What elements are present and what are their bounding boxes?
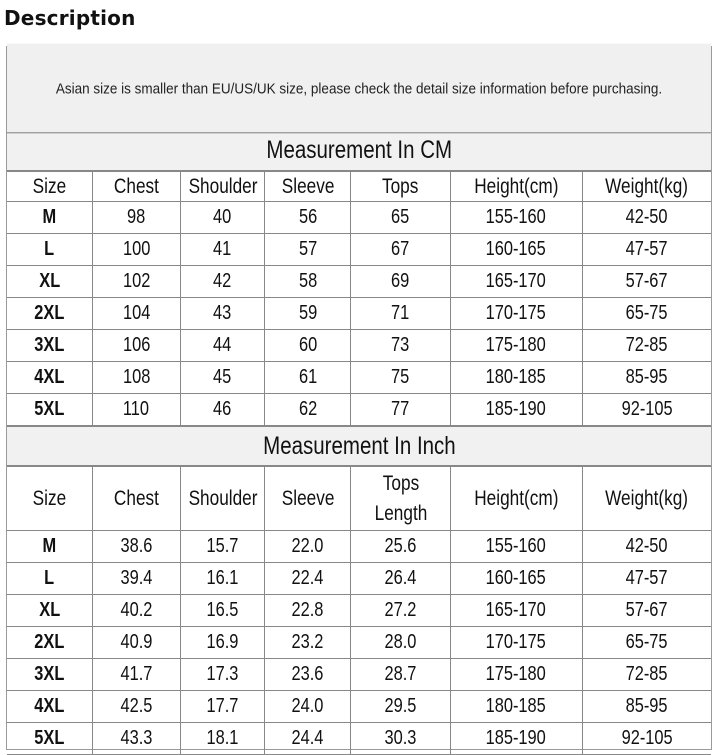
cell-value: 72-85 — [625, 334, 668, 356]
measurement-cell — [265, 659, 351, 691]
measurement-cell — [92, 266, 180, 298]
cell-value: 175-180 — [486, 334, 547, 356]
cell-value: 180-185 — [486, 695, 547, 717]
column-header-label: Sleeve — [281, 486, 335, 510]
measurement-cell — [582, 659, 711, 691]
measurement-cell — [351, 595, 450, 627]
cell-value: 170-175 — [486, 302, 547, 324]
measurement-cell — [582, 691, 711, 723]
measurement-cell — [265, 298, 351, 330]
size-label-cell — [7, 234, 92, 266]
size-label-cell — [7, 298, 92, 330]
column-header — [265, 172, 351, 202]
measurement-cell — [450, 362, 582, 394]
cell-value: 3XL — [34, 334, 65, 356]
measurement-cell — [92, 531, 180, 563]
column-header-label: Chest — [113, 174, 159, 198]
cell-value: 65 — [391, 206, 410, 228]
measurement-cell — [180, 595, 264, 627]
cell-value: 92-105 — [621, 727, 673, 749]
cell-value: 46 — [213, 398, 232, 420]
measurement-cell — [351, 394, 450, 426]
cell-value: 185-190 — [486, 398, 547, 420]
cell-value: XL — [38, 270, 60, 292]
measurement-cell — [582, 202, 711, 234]
cell-value: 3XL — [34, 663, 65, 685]
cell-value: 47-57 — [625, 567, 668, 589]
cell-value: 57 — [298, 238, 317, 260]
cell-value: 57-67 — [625, 270, 668, 292]
size-label-cell — [7, 659, 92, 691]
cell-value: 42-50 — [625, 535, 668, 557]
measurement-cell — [450, 691, 582, 723]
measurement-cell — [351, 298, 450, 330]
column-header-label: Size — [32, 486, 67, 510]
column-header — [582, 172, 711, 202]
measurement-cell — [180, 202, 264, 234]
measurement-cell — [265, 362, 351, 394]
cell-value: 47-57 — [625, 238, 668, 260]
cell-value: 44 — [213, 334, 232, 356]
cell-value: 85-95 — [625, 695, 668, 717]
measurement-cell — [180, 362, 264, 394]
cell-value: 45 — [213, 366, 232, 388]
measurement-cell — [265, 202, 351, 234]
cell-value: 61 — [298, 366, 317, 388]
measurement-cell — [351, 563, 450, 595]
cell-value: 42-50 — [625, 206, 668, 228]
cell-value: 4XL — [34, 366, 65, 388]
table-row — [7, 394, 711, 426]
cell-value: 40 — [213, 206, 232, 228]
measurement-cell — [265, 394, 351, 426]
cell-value: M — [42, 535, 57, 557]
cell-value: 5XL — [34, 727, 65, 749]
measurement-cell — [582, 362, 711, 394]
cell-value: 42 — [213, 270, 232, 292]
cell-value: 17.3 — [206, 663, 239, 685]
cell-value: 43.3 — [120, 727, 153, 749]
cell-value: 180-185 — [486, 366, 547, 388]
cell-value: 42.5 — [120, 695, 153, 717]
column-header — [450, 467, 582, 531]
measurement-cell — [180, 531, 264, 563]
measurement-cell — [582, 298, 711, 330]
column-header — [450, 172, 582, 202]
inch-size-table — [7, 466, 711, 755]
measurement-cell — [180, 298, 264, 330]
measurement-cell — [450, 595, 582, 627]
cell-value: L — [44, 238, 55, 260]
measurement-cell — [582, 723, 711, 755]
cell-value: 165-170 — [486, 270, 547, 292]
measurement-cell — [582, 330, 711, 362]
size-label-cell — [7, 627, 92, 659]
cell-value: 102 — [122, 270, 151, 292]
column-header-label: Sleeve — [281, 174, 335, 198]
cell-value: 160-165 — [486, 238, 547, 260]
cm-section-title — [7, 130, 711, 171]
cell-value: XL — [38, 599, 60, 621]
cell-value: 24.4 — [291, 727, 324, 749]
cell-value: 69 — [391, 270, 410, 292]
cell-value: 60 — [298, 334, 317, 356]
cell-value: 28.7 — [384, 663, 417, 685]
measurement-cell — [265, 563, 351, 595]
size-label-cell — [7, 266, 92, 298]
cell-value: 65-75 — [625, 302, 668, 324]
column-header-label: Tops Length — [374, 471, 427, 525]
cell-value: 155-160 — [486, 535, 547, 557]
table-row — [7, 298, 711, 330]
column-header — [180, 467, 264, 531]
inch-section-title — [7, 426, 711, 466]
measurement-cell — [351, 659, 450, 691]
cell-value: 98 — [127, 206, 146, 228]
size-label-cell — [7, 691, 92, 723]
cell-value: 155-160 — [486, 206, 547, 228]
cell-value: 16.9 — [206, 631, 239, 653]
column-header-label: Size — [32, 174, 67, 198]
measurement-cell — [180, 627, 264, 659]
cell-value: 43 — [213, 302, 232, 324]
cm-title-text: Measurement In CM — [266, 135, 452, 164]
cell-value: 104 — [122, 302, 151, 324]
cell-value: 27.2 — [384, 599, 417, 621]
measurement-cell — [450, 394, 582, 426]
column-header — [92, 467, 180, 531]
cell-value: 108 — [122, 366, 151, 388]
measurement-cell — [265, 266, 351, 298]
cell-value: 15.7 — [206, 535, 239, 557]
cell-value: 59 — [298, 302, 317, 324]
measurement-cell — [450, 627, 582, 659]
measurement-cell — [450, 659, 582, 691]
cell-value: 85-95 — [625, 366, 668, 388]
table-row — [7, 266, 711, 298]
cell-value: 41.7 — [120, 663, 153, 685]
table-row — [7, 563, 711, 595]
cell-value: 106 — [122, 334, 151, 356]
cell-value: 23.6 — [291, 663, 324, 685]
column-header-label: Weight(kg) — [605, 174, 689, 198]
size-notice: Asian size is smaller than EU/US/UK size, please check the detail size information before purchasing. — [7, 44, 711, 134]
cell-value: 165-170 — [486, 599, 547, 621]
measurement-cell — [450, 531, 582, 563]
cm_table-header-row — [7, 172, 711, 202]
column-header-label: Height(cm) — [474, 486, 559, 510]
cell-value: 185-190 — [486, 727, 547, 749]
column-header-label: Tops — [382, 174, 419, 198]
cell-value: 40.9 — [120, 631, 153, 653]
measurement-cell — [92, 362, 180, 394]
cell-value: 65-75 — [625, 631, 668, 653]
measurement-cell — [450, 202, 582, 234]
table-row — [7, 659, 711, 691]
size-label-cell — [7, 330, 92, 362]
cell-value: 16.1 — [206, 567, 239, 589]
size-label-cell — [7, 394, 92, 426]
cell-value: 29.5 — [384, 695, 417, 717]
column-header-label: Shoulder — [188, 486, 258, 510]
cell-value: 26.4 — [384, 567, 417, 589]
measurement-cell — [351, 266, 450, 298]
page-heading: Description — [4, 6, 136, 30]
cell-value: 38.6 — [120, 535, 153, 557]
measurement-cell — [582, 394, 711, 426]
measurement-cell — [265, 595, 351, 627]
cell-value: 4XL — [34, 695, 65, 717]
table-row — [7, 234, 711, 266]
measurement-cell — [582, 234, 711, 266]
measurement-cell — [450, 298, 582, 330]
cell-value: 77 — [391, 398, 410, 420]
measurement-cell — [180, 330, 264, 362]
cell-value: 75 — [391, 366, 410, 388]
size-label-cell — [7, 723, 92, 755]
cell-value: 25.6 — [384, 535, 417, 557]
measurement-cell — [92, 659, 180, 691]
measurement-cell — [92, 563, 180, 595]
measurement-cell — [351, 362, 450, 394]
column-header — [351, 172, 450, 202]
cell-value: 73 — [391, 334, 410, 356]
column-header — [7, 172, 92, 202]
measurement-cell — [351, 691, 450, 723]
measurement-cell — [351, 234, 450, 266]
table-row — [7, 362, 711, 394]
cell-value: 58 — [298, 270, 317, 292]
measurement-cell — [265, 330, 351, 362]
measurement-cell — [92, 234, 180, 266]
cell-value: L — [44, 567, 55, 589]
column-header-label: Shoulder — [188, 174, 258, 198]
cell-value: 5XL — [34, 398, 65, 420]
column-header-label: Weight(kg) — [605, 486, 689, 510]
measurement-cell — [180, 266, 264, 298]
measurement-cell — [450, 563, 582, 595]
measurement-cell — [180, 691, 264, 723]
measurement-cell — [180, 723, 264, 755]
table-row — [7, 202, 711, 234]
column-header — [7, 467, 92, 531]
measurement-cell — [92, 330, 180, 362]
cell-value: 22.8 — [291, 599, 324, 621]
measurement-cell — [92, 691, 180, 723]
cell-value: 160-165 — [486, 567, 547, 589]
measurement-cell — [180, 659, 264, 691]
cell-value: 18.1 — [206, 727, 239, 749]
measurement-cell — [582, 627, 711, 659]
size-label-cell — [7, 202, 92, 234]
table-row — [7, 595, 711, 627]
cell-value: 2XL — [34, 302, 65, 324]
column-header — [351, 467, 450, 531]
measurement-cell — [265, 234, 351, 266]
cell-value: 16.5 — [206, 599, 239, 621]
cell-value: 28.0 — [384, 631, 417, 653]
size-label-cell — [7, 362, 92, 394]
table-row — [7, 627, 711, 659]
measurement-cell — [450, 266, 582, 298]
measurement-cell — [582, 563, 711, 595]
table-row — [7, 723, 711, 755]
measurement-cell — [180, 563, 264, 595]
cell-value: M — [42, 206, 57, 228]
table-row — [7, 531, 711, 563]
column-header — [92, 172, 180, 202]
cell-value: 56 — [298, 206, 317, 228]
size-label-cell — [7, 563, 92, 595]
cell-value: 30.3 — [384, 727, 417, 749]
cell-value: 17.7 — [206, 695, 239, 717]
size-chart — [6, 46, 712, 750]
table-row — [7, 691, 711, 723]
measurement-cell — [92, 723, 180, 755]
measurement-cell — [265, 691, 351, 723]
measurement-cell — [450, 234, 582, 266]
cell-value: 72-85 — [625, 663, 668, 685]
measurement-cell — [582, 531, 711, 563]
size-label-cell — [7, 531, 92, 563]
column-header-label: Height(cm) — [474, 174, 559, 198]
cell-value: 67 — [391, 238, 410, 260]
cell-value: 41 — [213, 238, 232, 260]
cell-value: 92-105 — [621, 398, 673, 420]
measurement-cell — [180, 394, 264, 426]
measurement-cell — [92, 595, 180, 627]
cell-value: 110 — [123, 398, 150, 420]
measurement-cell — [265, 531, 351, 563]
measurement-cell — [582, 595, 711, 627]
cell-value: 2XL — [34, 631, 65, 653]
measurement-cell — [582, 266, 711, 298]
cell-value: 40.2 — [120, 599, 153, 621]
measurement-cell — [351, 723, 450, 755]
measurement-cell — [351, 330, 450, 362]
measurement-cell — [265, 723, 351, 755]
cell-value: 39.4 — [120, 567, 153, 589]
measurement-cell — [450, 330, 582, 362]
cell-value: 62 — [298, 398, 317, 420]
cell-value: 22.0 — [291, 535, 324, 557]
table-row — [7, 330, 711, 362]
inch-title-text: Measurement In Inch — [262, 431, 456, 460]
cell-value: 71 — [391, 302, 410, 324]
cell-value: 22.4 — [291, 567, 324, 589]
cell-value: 23.2 — [291, 631, 324, 653]
column-header — [582, 467, 711, 531]
cell-value: 24.0 — [291, 695, 324, 717]
cell-value: 170-175 — [486, 631, 547, 653]
cell-value: 57-67 — [625, 599, 668, 621]
cm-size-table — [7, 171, 711, 426]
measurement-cell — [351, 531, 450, 563]
measurement-cell — [92, 202, 180, 234]
cell-value: 175-180 — [486, 663, 547, 685]
column-header — [180, 172, 264, 202]
measurement-cell — [92, 298, 180, 330]
size-label-cell — [7, 595, 92, 627]
inch_table-header-row — [7, 467, 711, 531]
measurement-cell — [450, 723, 582, 755]
measurement-cell — [351, 627, 450, 659]
cell-value: 100 — [122, 238, 151, 260]
column-header — [265, 467, 351, 531]
measurement-cell — [92, 394, 180, 426]
column-header-label: Chest — [113, 486, 159, 510]
measurement-cell — [92, 627, 180, 659]
measurement-cell — [180, 234, 264, 266]
measurement-cell — [265, 627, 351, 659]
measurement-cell — [351, 202, 450, 234]
